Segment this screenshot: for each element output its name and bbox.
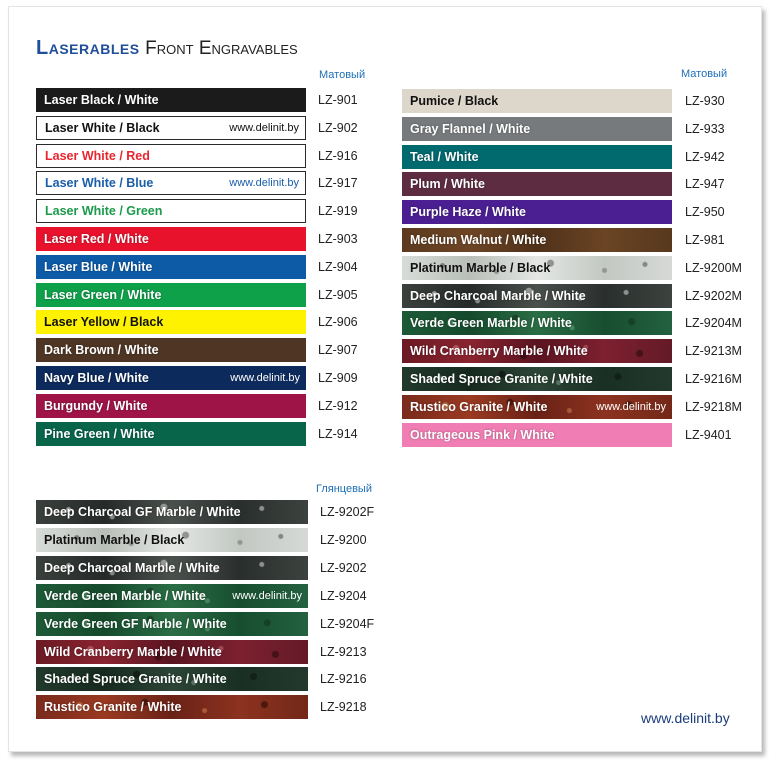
footer-url: www.delinit.by	[641, 710, 730, 726]
color-swatch	[36, 310, 306, 334]
swatch-name: Rustico Granite / White	[44, 700, 182, 715]
swatch-name: Laser White / Black	[45, 120, 160, 135]
watermark-text: www.delinit.by	[230, 372, 300, 384]
product-code: LZ-981	[685, 233, 725, 247]
product-code: LZ-903	[318, 232, 358, 246]
color-swatch	[402, 311, 672, 335]
product-code: LZ-933	[685, 121, 725, 136]
color-swatch	[36, 88, 306, 112]
swatch-name: Platinum Marble / Black	[44, 532, 185, 547]
color-swatch	[402, 172, 672, 196]
color-swatch	[402, 200, 672, 224]
swatch-name: Platinum Marble / Black	[410, 260, 551, 275]
color-swatch	[402, 256, 672, 280]
subtitle: Front Engravables	[145, 38, 298, 59]
color-swatch	[36, 116, 306, 140]
swatch-name: Wild Cranberry Marble / White	[410, 344, 588, 359]
product-code: LZ-909	[318, 371, 358, 385]
swatch-name: Dark Brown / White	[44, 343, 159, 358]
product-code: LZ-9200M	[685, 260, 742, 275]
color-swatch	[36, 612, 308, 636]
swatch-name: Laser Blue / White	[44, 259, 153, 274]
product-code: LZ-9202	[320, 560, 367, 575]
color-swatch	[402, 423, 672, 447]
product-code: LZ-9213	[320, 644, 367, 659]
product-code: LZ-942	[685, 149, 725, 164]
color-swatch	[402, 145, 672, 169]
product-code: LZ-901	[318, 93, 358, 107]
product-code: LZ-906	[318, 315, 358, 330]
watermark-text: www.delinit.by	[232, 589, 302, 602]
page-title	[36, 36, 298, 61]
swatch-name: Gray Flannel / White	[410, 121, 531, 136]
product-code: LZ-950	[685, 205, 725, 220]
swatch-name: Purple Haze / White	[410, 205, 526, 220]
product-code: LZ-916	[318, 148, 358, 163]
swatch-name: Teal / White	[410, 149, 479, 164]
product-code: LZ-9200	[320, 532, 367, 547]
swatch-name: Shaded Spruce Granite / White	[410, 372, 593, 386]
product-code: LZ-917	[318, 176, 358, 191]
product-code: LZ-9216	[320, 672, 367, 687]
swatch-name: Laser Yellow / Black	[44, 315, 164, 330]
product-code: LZ-9204	[320, 588, 367, 603]
product-code: LZ-9204M	[685, 316, 742, 331]
color-swatch	[36, 394, 306, 418]
left-matte-label: Матовый	[319, 69, 366, 81]
product-code: LZ-907	[318, 343, 358, 358]
swatch-name: Wild Cranberry Marble / White	[44, 644, 222, 659]
swatch-name: Laser Black / White	[44, 93, 159, 107]
product-code: LZ-9401	[685, 427, 732, 442]
product-code: LZ-905	[318, 287, 358, 302]
color-swatch	[36, 584, 308, 608]
product-code: LZ-9218	[320, 700, 367, 715]
color-swatch	[402, 395, 672, 419]
color-swatch	[36, 338, 306, 362]
product-code: LZ-912	[318, 398, 358, 413]
product-code: LZ-9202M	[685, 288, 742, 303]
gloss-label: Глянцевый	[316, 483, 372, 495]
product-code: LZ-9202F	[320, 505, 375, 519]
color-swatch	[36, 556, 308, 580]
product-code: LZ-914	[318, 426, 358, 441]
color-swatch	[36, 366, 306, 390]
swatch-name: Laser White / Red	[45, 148, 150, 163]
brand-title: Laserables	[36, 37, 140, 59]
swatch-name: Navy Blue / White	[44, 371, 149, 385]
swatch-name: Pine Green / White	[44, 426, 155, 441]
product-code: LZ-9213M	[685, 344, 742, 359]
color-swatch	[402, 367, 672, 391]
swatch-name: Deep Charcoal Marble / White	[44, 560, 220, 575]
product-code: LZ-902	[318, 120, 358, 135]
product-code: LZ-9218M	[685, 399, 742, 414]
swatch-name: Laser Green / White	[44, 287, 162, 302]
swatch-name: Deep Charcoal Marble / White	[410, 288, 586, 303]
swatch-name: Burgundy / White	[44, 398, 148, 413]
swatch-name: Verde Green Marble / White	[44, 588, 206, 603]
color-swatch	[36, 528, 308, 552]
color-swatch	[36, 144, 306, 168]
color-swatch	[36, 640, 308, 664]
color-swatch	[402, 89, 672, 113]
swatch-name: Deep Charcoal GF Marble / White	[44, 505, 241, 519]
product-code: LZ-904	[318, 259, 358, 274]
swatch-name: Laser White / Blue	[45, 176, 154, 191]
swatch-name: Outrageous Pink / White	[410, 427, 555, 442]
product-code: LZ-947	[685, 177, 725, 192]
color-swatch	[36, 199, 306, 223]
swatch-name: Medium Walnut / White	[410, 233, 547, 247]
swatch-name: Laser White / Green	[45, 204, 163, 219]
swatch-name: Verde Green Marble / White	[410, 316, 572, 331]
swatch-name: Verde Green GF Marble / White	[44, 616, 227, 631]
watermark-text: www.delinit.by	[229, 177, 299, 190]
color-swatch	[402, 228, 672, 252]
color-swatch	[36, 422, 306, 446]
product-code: LZ-9204F	[320, 616, 375, 631]
swatch-name: Plum / White	[410, 177, 485, 192]
product-code: LZ-930	[685, 94, 725, 108]
swatch-name: Shaded Spruce Granite / White	[44, 672, 227, 687]
product-code: LZ-919	[318, 204, 358, 219]
color-swatch	[402, 284, 672, 308]
color-swatch	[36, 500, 308, 524]
color-swatch	[36, 283, 306, 307]
watermark-text: www.delinit.by	[229, 121, 299, 134]
product-code: LZ-9216M	[685, 372, 742, 386]
color-swatch	[402, 339, 672, 363]
color-swatch	[36, 227, 306, 251]
swatch-name: Pumice / Black	[410, 94, 499, 108]
color-swatch	[36, 667, 308, 691]
swatch-name: Laser Red / White	[44, 232, 149, 246]
color-swatch	[402, 117, 672, 141]
color-swatch	[36, 255, 306, 279]
color-swatch	[36, 695, 308, 719]
swatch-name: Rustico Granite / White	[410, 399, 548, 414]
color-swatch	[36, 171, 306, 195]
right-matte-label: Матовый	[681, 68, 728, 80]
watermark-text: www.delinit.by	[596, 400, 666, 413]
